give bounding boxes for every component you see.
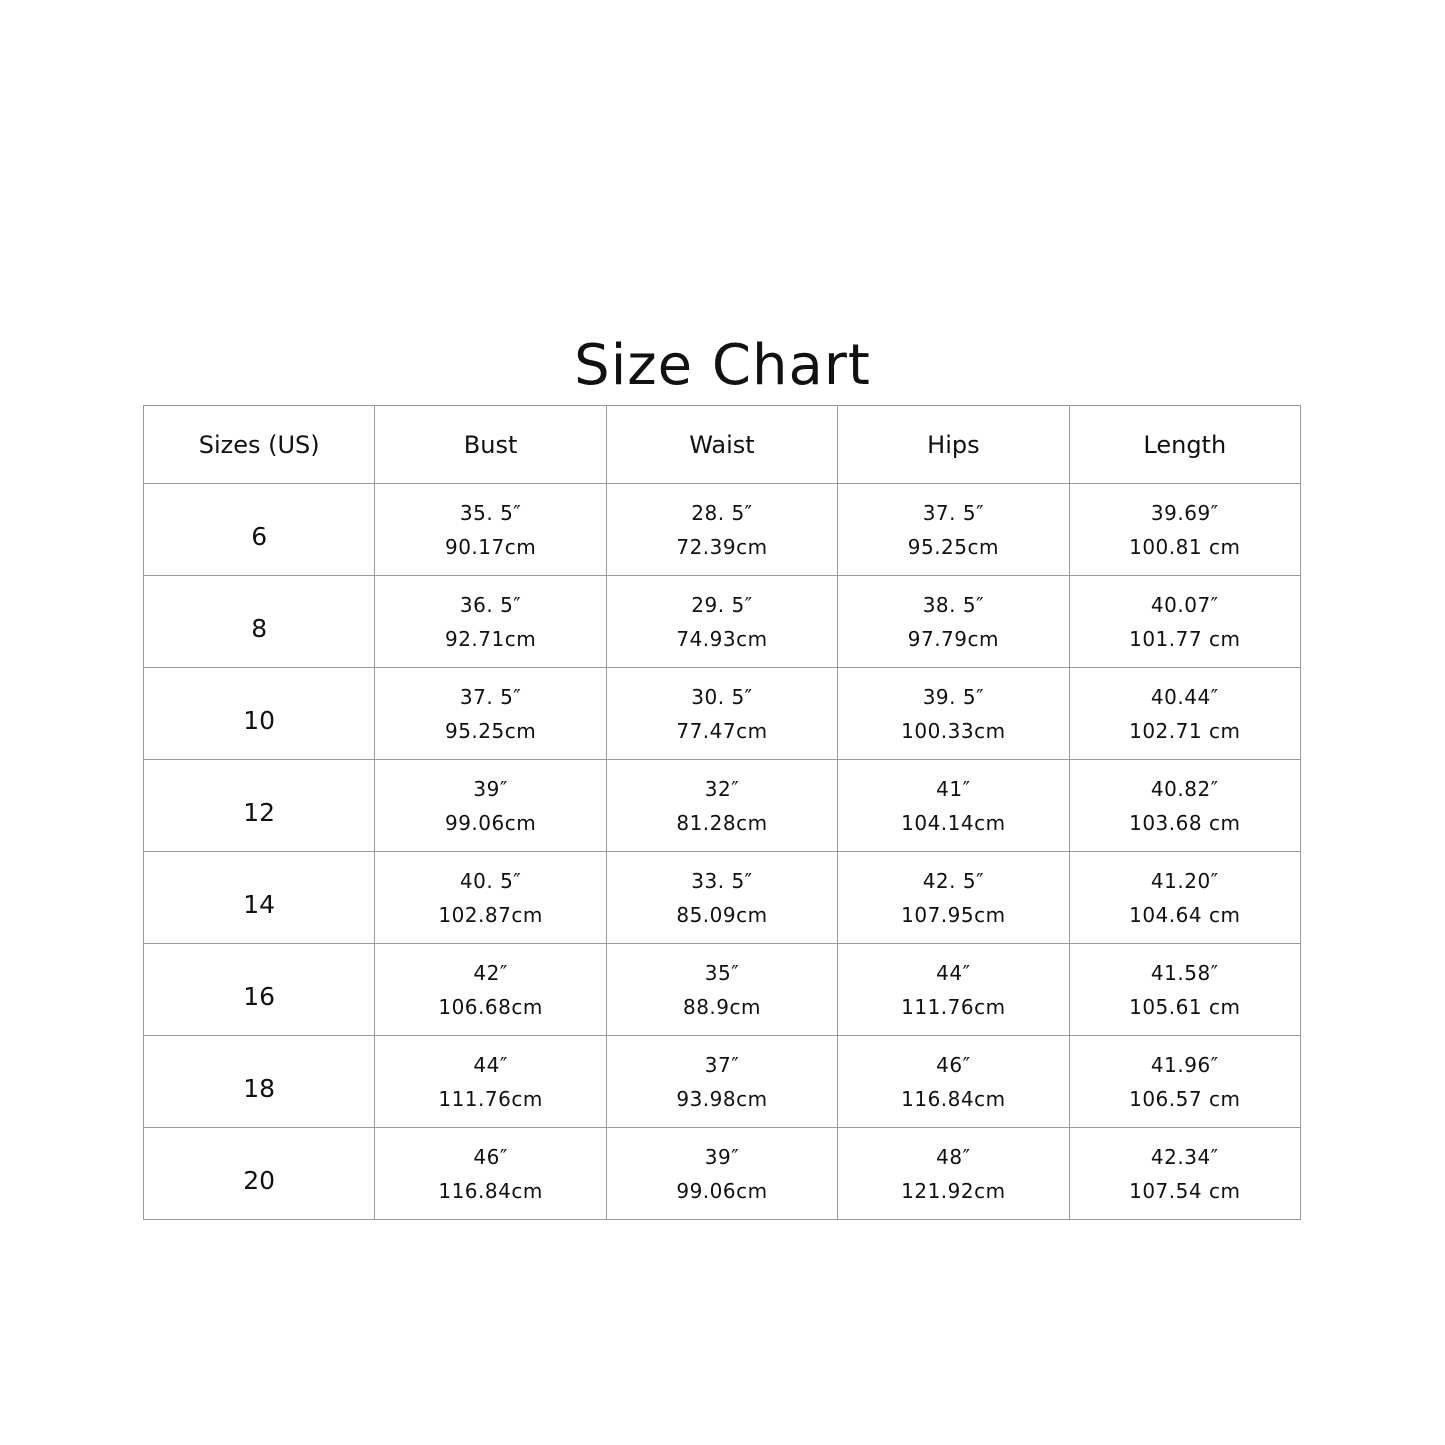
waist-centimeters: 81.28cm xyxy=(676,810,768,835)
waist-cell xyxy=(606,1128,837,1220)
hips-centimeters: 111.76cm xyxy=(901,994,1006,1019)
length-cell xyxy=(1069,576,1300,668)
bust-cell xyxy=(375,576,606,668)
waist-measure xyxy=(607,592,837,652)
waist-inches: 32″ xyxy=(704,776,740,801)
bust-inches: 36. 5″ xyxy=(459,592,522,617)
waist-measure xyxy=(607,500,837,560)
length-centimeters: 106.57 cm xyxy=(1129,1086,1241,1111)
waist-inches: 29. 5″ xyxy=(691,592,753,617)
hips-measure xyxy=(838,592,1068,652)
hips-inches: 38. 5″ xyxy=(922,592,985,617)
table-row xyxy=(144,484,1301,576)
bust-centimeters: 116.84cm xyxy=(438,1178,543,1203)
length-inches: 41.58″ xyxy=(1150,960,1219,985)
bust-inches: 35. 5″ xyxy=(459,500,522,525)
length-inches: 42.34″ xyxy=(1150,1144,1219,1169)
hips-inches: 41″ xyxy=(936,776,971,801)
size-cell: 6 xyxy=(144,484,375,576)
bust-cell xyxy=(375,1128,606,1220)
length-cell xyxy=(1069,944,1300,1036)
length-measure xyxy=(1070,1144,1300,1204)
waist-centimeters: 93.98cm xyxy=(676,1086,768,1111)
size-cell: 20 xyxy=(144,1128,375,1220)
length-inches: 40.44″ xyxy=(1150,684,1219,709)
header-length: Length xyxy=(1069,406,1300,484)
hips-measure xyxy=(838,868,1068,928)
waist-inches: 35″ xyxy=(704,960,740,985)
table-row xyxy=(144,1128,1301,1220)
bust-cell xyxy=(375,484,606,576)
table-row xyxy=(144,668,1301,760)
hips-centimeters: 121.92cm xyxy=(901,1178,1006,1203)
length-centimeters: 102.71 cm xyxy=(1129,718,1241,743)
length-cell xyxy=(1069,1128,1300,1220)
bust-centimeters: 106.68cm xyxy=(438,994,543,1019)
bust-centimeters: 90.17cm xyxy=(444,534,537,559)
bust-measure xyxy=(375,500,605,560)
length-measure xyxy=(1070,500,1300,560)
hips-centimeters: 104.14cm xyxy=(901,810,1006,835)
waist-inches: 33. 5″ xyxy=(691,868,753,893)
bust-measure xyxy=(375,776,605,836)
waist-cell xyxy=(606,576,837,668)
bust-cell xyxy=(375,852,606,944)
length-inches: 41.96″ xyxy=(1150,1052,1219,1077)
length-centimeters: 101.77 cm xyxy=(1129,626,1241,651)
size-cell: 10 xyxy=(144,668,375,760)
waist-inches: 30. 5″ xyxy=(691,684,753,709)
bust-centimeters: 99.06cm xyxy=(444,810,537,835)
hips-centimeters: 116.84cm xyxy=(901,1086,1006,1111)
hips-inches: 48″ xyxy=(936,1144,971,1169)
hips-measure xyxy=(838,1144,1068,1204)
hips-measure xyxy=(838,960,1068,1020)
length-measure xyxy=(1070,868,1300,928)
length-measure xyxy=(1070,960,1300,1020)
length-inches: 40.82″ xyxy=(1150,776,1219,801)
size-cell: 18 xyxy=(144,1036,375,1128)
length-inches: 41.20″ xyxy=(1150,868,1219,893)
bust-inches: 42″ xyxy=(473,960,508,985)
hips-measure xyxy=(838,684,1068,744)
hips-measure xyxy=(838,1052,1068,1112)
bust-measure xyxy=(375,592,605,652)
table-row xyxy=(144,852,1301,944)
table-row xyxy=(144,760,1301,852)
hips-cell xyxy=(838,760,1069,852)
size-cell: 12 xyxy=(144,760,375,852)
length-measure xyxy=(1070,684,1300,744)
length-centimeters: 105.61 cm xyxy=(1129,994,1241,1019)
length-centimeters: 100.81 cm xyxy=(1129,534,1241,559)
length-inches: 39.69″ xyxy=(1150,500,1219,525)
hips-centimeters: 107.95cm xyxy=(901,902,1006,927)
table-row xyxy=(144,1036,1301,1128)
waist-measure xyxy=(607,684,837,744)
hips-cell xyxy=(838,1128,1069,1220)
hips-cell xyxy=(838,944,1069,1036)
length-measure xyxy=(1070,592,1300,652)
waist-centimeters: 88.9cm xyxy=(682,994,761,1019)
header-row xyxy=(144,406,1301,484)
hips-cell xyxy=(838,576,1069,668)
length-centimeters: 104.64 cm xyxy=(1129,902,1241,927)
hips-centimeters: 95.25cm xyxy=(907,534,999,559)
size-cell: 8 xyxy=(144,576,375,668)
waist-inches: 39″ xyxy=(704,1144,740,1169)
waist-centimeters: 74.93cm xyxy=(676,626,768,651)
bust-measure xyxy=(375,684,605,744)
bust-inches: 46″ xyxy=(473,1144,508,1169)
bust-inches: 39″ xyxy=(473,776,508,801)
waist-inches: 28. 5″ xyxy=(691,500,753,525)
hips-inches: 37. 5″ xyxy=(922,500,985,525)
length-centimeters: 103.68 cm xyxy=(1129,810,1241,835)
length-cell xyxy=(1069,1036,1300,1128)
header-waist: Waist xyxy=(606,406,837,484)
bust-centimeters: 111.76cm xyxy=(438,1086,543,1111)
size-cell: 16 xyxy=(144,944,375,1036)
header-hips: Hips xyxy=(838,406,1069,484)
length-cell xyxy=(1069,484,1300,576)
hips-inches: 39. 5″ xyxy=(922,684,985,709)
length-measure xyxy=(1070,1052,1300,1112)
bust-inches: 37. 5″ xyxy=(459,684,522,709)
bust-centimeters: 92.71cm xyxy=(444,626,537,651)
bust-measure xyxy=(375,1144,605,1204)
bust-measure xyxy=(375,960,605,1020)
waist-centimeters: 72.39cm xyxy=(676,534,768,559)
waist-cell xyxy=(606,1036,837,1128)
table-row xyxy=(144,576,1301,668)
bust-cell xyxy=(375,668,606,760)
table-body xyxy=(144,484,1301,1220)
length-centimeters: 107.54 cm xyxy=(1129,1178,1241,1203)
waist-measure xyxy=(607,960,837,1020)
header-bust: Bust xyxy=(375,406,606,484)
hips-cell xyxy=(838,1036,1069,1128)
waist-cell xyxy=(606,944,837,1036)
bust-cell xyxy=(375,944,606,1036)
waist-cell xyxy=(606,852,837,944)
waist-inches: 37″ xyxy=(704,1052,740,1077)
length-cell xyxy=(1069,668,1300,760)
length-cell xyxy=(1069,852,1300,944)
bust-cell xyxy=(375,760,606,852)
waist-centimeters: 77.47cm xyxy=(676,718,768,743)
table-row xyxy=(144,944,1301,1036)
waist-cell xyxy=(606,484,837,576)
waist-cell xyxy=(606,760,837,852)
size-table xyxy=(143,405,1301,1220)
hips-cell xyxy=(838,484,1069,576)
length-measure xyxy=(1070,776,1300,836)
waist-cell xyxy=(606,668,837,760)
length-cell xyxy=(1069,760,1300,852)
bust-measure xyxy=(375,1052,605,1112)
length-inches: 40.07″ xyxy=(1150,592,1219,617)
hips-measure xyxy=(838,776,1068,836)
hips-inches: 46″ xyxy=(936,1052,971,1077)
hips-inches: 42. 5″ xyxy=(922,868,985,893)
hips-inches: 44″ xyxy=(936,960,971,985)
bust-cell xyxy=(375,1036,606,1128)
bust-inches: 44″ xyxy=(473,1052,508,1077)
bust-centimeters: 102.87cm xyxy=(438,902,543,927)
waist-centimeters: 85.09cm xyxy=(676,902,768,927)
waist-measure xyxy=(607,868,837,928)
hips-measure xyxy=(838,500,1068,560)
size-cell: 14 xyxy=(144,852,375,944)
bust-inches: 40. 5″ xyxy=(459,868,522,893)
bust-centimeters: 95.25cm xyxy=(444,718,537,743)
hips-centimeters: 100.33cm xyxy=(901,718,1006,743)
waist-measure xyxy=(607,776,837,836)
waist-centimeters: 99.06cm xyxy=(676,1178,768,1203)
waist-measure xyxy=(607,1144,837,1204)
header-sizes: Sizes (US) xyxy=(144,406,375,484)
chart-title: Size Chart xyxy=(574,333,871,398)
waist-measure xyxy=(607,1052,837,1112)
bust-measure xyxy=(375,868,605,928)
hips-centimeters: 97.79cm xyxy=(907,626,999,651)
hips-cell xyxy=(838,852,1069,944)
hips-cell xyxy=(838,668,1069,760)
